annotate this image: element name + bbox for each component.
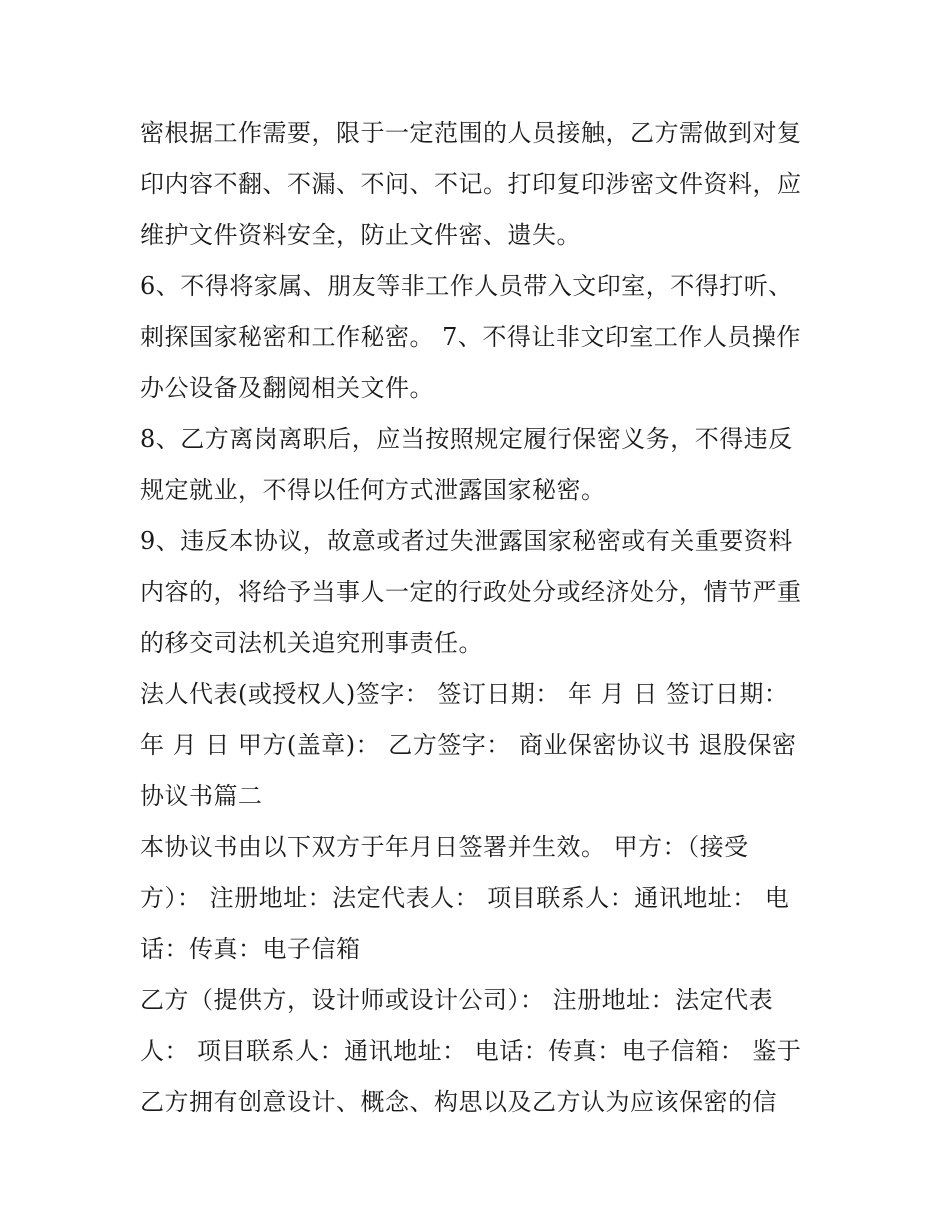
document-body (140, 108, 820, 1128)
text-line: 协议书篇二 (140, 782, 263, 810)
text-line: 乙方拥有创意设计、概念、构思以及乙方认为应该保密的信 (140, 1088, 777, 1116)
text-line: 本协议书由以下双方于年月日签署并生效。 甲方：（接受 (140, 833, 749, 861)
text-line: 话：传真：电子信箱 (140, 935, 361, 963)
text-line: 年 月 日 甲方(盖章)： 乙方签字： 商业保密协议书 退股保密 (140, 731, 797, 759)
text-line: 的移交司法机关追究刑事责任。 (140, 629, 483, 657)
text-line: 刺探国家秘密和工作秘密。 7、不得让非文印室工作人员操作 (140, 323, 801, 351)
text-line: 6、不得将家属、朋友等非工作人员带入文印室，不得打听、 (140, 272, 793, 300)
text-line: 方）： 注册地址：法定代表人： 项目联系人：通讯地址： 电 (140, 884, 790, 912)
text-line: 法人代表(或授权人)签字： 签订日期： 年 月 日 签订日期： (140, 680, 789, 708)
text-line: 内容的，将给予当事人一定的行政处分或经济处分，情节严重 (140, 578, 802, 606)
text-line: 办公设备及翻阅相关文件。 (140, 374, 434, 402)
text-line: 9、违反本协议，故意或者过失泄露国家秘密或有关重要资料 (140, 527, 793, 555)
text-line: 印内容不翻、不漏、不问、不记。打印复印涉密文件资料，应 (140, 170, 802, 198)
text-line: 维护文件资料安全，防止文件密、遗失。 (140, 221, 581, 249)
text-line: 规定就业，不得以任何方式泄露国家秘密。 (140, 476, 606, 504)
text-line: 人： 项目联系人：通讯地址： 电话：传真：电子信箱： 鉴于 (140, 1037, 802, 1065)
text-line: 8、乙方离岗离职后，应当按照规定履行保密义务，不得违反 (140, 425, 793, 453)
text-line: 乙方（提供方，设计师或设计公司）： 注册地址：法定代表 (140, 986, 774, 1014)
text-line: 密根据工作需要，限于一定范围的人员接触，乙方需做到对复 (140, 119, 802, 147)
